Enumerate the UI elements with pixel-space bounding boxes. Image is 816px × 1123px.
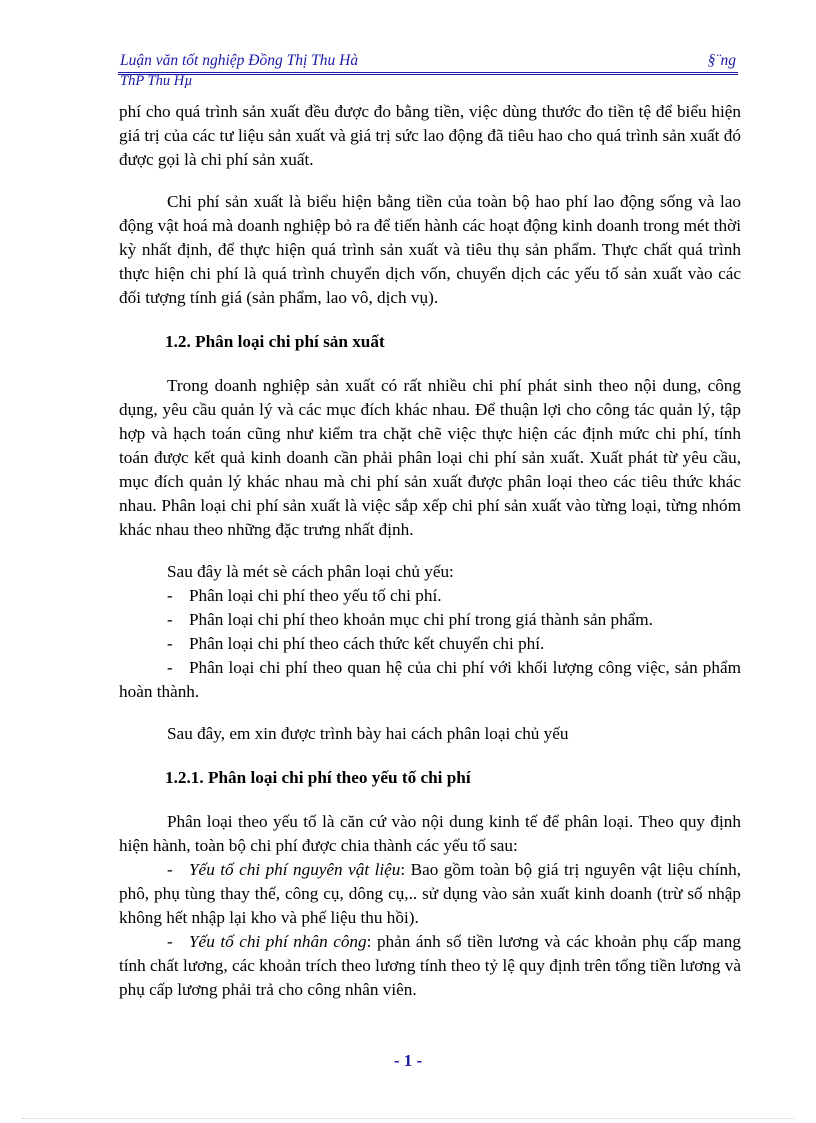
document-body bbox=[119, 100, 741, 1002]
bullet-dash-icon: - bbox=[167, 610, 173, 629]
header-divider-2 bbox=[118, 74, 738, 75]
header-right-text: §¨ng bbox=[707, 52, 736, 69]
paragraph-2: Chi phí sản xuất là biểu hiện bằng tiền của toàn bộ hao phí lao động sống và lao động vật hoá mà doanh nghiệp bỏ ra để tiến hành các hoạt động kinh doanh trong mét thời kỳ nhất định, để thực hiện quá trình sản xuất và tiêu thụ sản phẩm. Thực chất quá trình thực hiện chi phí là quá trình chuyển dịch vốn, chuyển dịch các yếu tố sản xuất vào các đối tượng tính giá (sản phẩm, lao vô, dịch vụ). bbox=[119, 192, 741, 307]
paragraph-3: Trong doanh nghiệp sản xuất có rất nhiều chi phí phát sinh theo nội dung, công dụng, yêu cầu quản lý và các mục đích khác nhau. Để thuận lợi cho công tác quản lý, tập hợp và hạch toán cũng như kiểm tra chặt chẽ việc thực hiện các định mức chi phí, tính toán được kết quả kinh doanh cần phải phân loại chi phí sản xuất. Xuất phát từ yêu cầu, mục đích quản lý khác nhau mà chi phí sản xuất được phân loại theo các tiêu thức khác nhau. Phân loại chi phí sản xuất là việc sắp xếp chi phí sản xuất vào từng loại, từng nhóm khác nhau theo những đặc trưng nhất định. bbox=[119, 376, 741, 539]
paragraph-5: Sau đây, em xin được trình bày hai cách phân loại chủ yếu bbox=[167, 724, 569, 743]
header-title: Luận văn tốt nghiệp Đồng Thị Thu Hà bbox=[120, 52, 359, 69]
bullet-dash-icon: - bbox=[167, 932, 173, 951]
section-heading-1-2-1: 1.2.1. Phân loại chi phí theo yếu tố chi phí bbox=[165, 768, 471, 787]
bullet-dash-icon: - bbox=[167, 586, 173, 605]
bullet-item-3: - Phân loại chi phí theo cách thức kết chuyển chi phí. bbox=[119, 632, 741, 656]
bullet-dash-icon: - bbox=[167, 860, 173, 879]
header-divider bbox=[118, 72, 738, 73]
bullet-item-1: - Phân loại chi phí theo yếu tố chi phí. bbox=[119, 584, 741, 608]
page-number: - 1 - bbox=[393, 1051, 423, 1070]
bullet-item-2: - Phân loại chi phí theo khoản mục chi phí trong giá thành sản phẩm. bbox=[119, 608, 741, 632]
bullet-label: Yếu tố chi phí nguyên vật liệu bbox=[189, 860, 401, 879]
header-subtitle: ThP Thu Hµ bbox=[120, 73, 193, 89]
paragraph-1: phí cho quá trình sản xuất đều được đo bằng tiền, việc dùng thước đo tiền tệ để biểu hiện giá trị của các tư liệu sản xuất và giá trị sức lao động đã tiêu hao cho quá trình sản xuất đó được gọi là chi phí sản xuất. bbox=[119, 102, 741, 169]
section-heading-1-2: 1.2. Phân loại chi phí sản xuất bbox=[165, 332, 385, 351]
bullet-dash-icon: - bbox=[167, 658, 173, 677]
page-bottom-border bbox=[22, 1118, 794, 1119]
paragraph-6: Phân loại theo yếu tố là căn cứ vào nội dung kinh tế để phân loại. Theo quy định hiện hành, toàn bộ chi phí được chia thành các yếu tố sau: bbox=[119, 812, 741, 855]
bullet-item-6: - Yếu tố chi phí nhân công: phản ánh số tiền lương và các khoản phụ cấp mang tính chất lương, các khoản trích theo lương tính theo tỷ lệ quy định trên tổng tiền lương và phụ cấp lương phải trả cho công nhân viên. bbox=[119, 932, 741, 999]
paragraph-4: Sau đây là mét sè cách phân loại chủ yếu: bbox=[167, 562, 454, 581]
bullet-item-4: - Phân loại chi phí theo quan hệ của chi phí với khối lượng công việc, sản phẩm hoàn thành. bbox=[119, 658, 741, 701]
bullet-dash-icon: - bbox=[167, 634, 173, 653]
bullet-label: Yếu tố chi phí nhân công bbox=[189, 932, 367, 951]
bullet-item-5: - Yếu tố chi phí nguyên vật liệu: Bao gồm toàn bộ giá trị nguyên vật liệu chính, phô, phụ tùng thay thế, công cụ, dông cụ,.. sử dụng vào sản xuất kinh doanh (trừ số nhập không hết nhập lại kho và phế liệu thu hồi). bbox=[119, 860, 742, 927]
